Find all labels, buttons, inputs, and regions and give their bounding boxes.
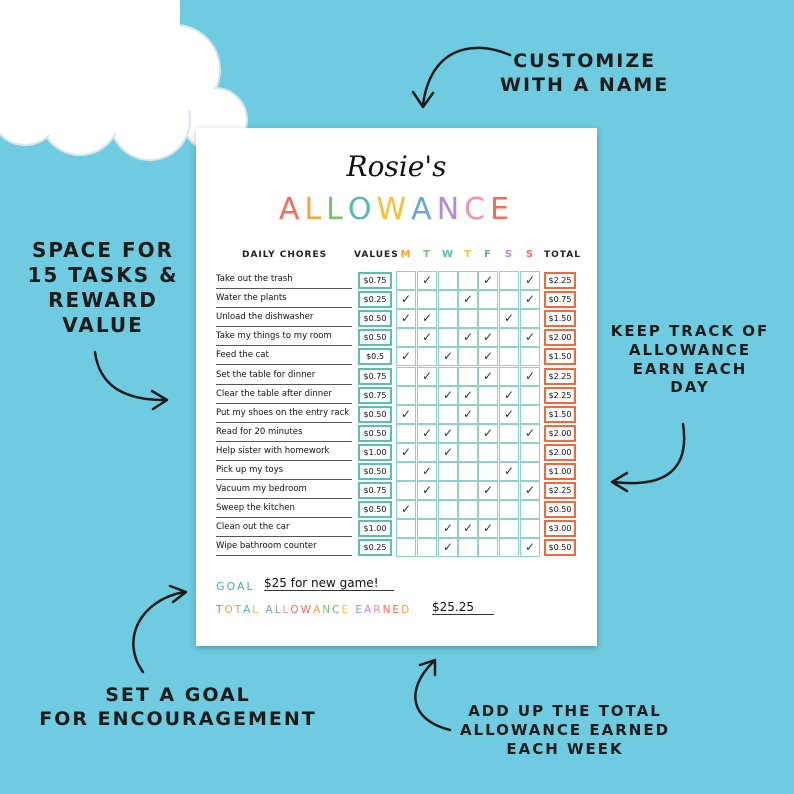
day-cell[interactable] [438,271,458,290]
earned-label-letter: O [224,604,235,616]
day-cell[interactable] [438,328,458,347]
chore-value: $0.75 [358,387,392,404]
checked-day-cell[interactable]: ✓ [478,328,498,347]
day-cell[interactable] [458,500,478,519]
day-cell[interactable] [417,443,437,462]
sheet-title [196,192,597,227]
day-cell[interactable] [478,290,498,309]
earned-label-letter: L [274,604,283,616]
checked-day-cell[interactable]: ✓ [417,271,437,290]
chore-value: $0.75 [358,482,392,499]
checked-day-cell[interactable]: ✓ [478,271,498,290]
checked-day-cell[interactable]: ✓ [396,347,416,366]
checked-day-cell[interactable]: ✓ [520,271,540,290]
checked-day-cell[interactable]: ✓ [458,290,478,309]
chore-value: $0.50 [358,310,392,327]
callout-line: 15 TASKS & [27,263,179,287]
allowance-chart-sheet [196,128,597,646]
checked-day-cell[interactable]: ✓ [417,481,437,500]
day-cell[interactable] [520,405,540,424]
callout-add-total [440,702,690,758]
chore-total: $2.25 [544,387,576,404]
checked-day-cell[interactable]: ✓ [417,328,437,347]
checked-day-cell[interactable]: ✓ [478,367,498,386]
chore-row [196,386,597,405]
earned-label-letter: A [243,604,253,616]
chore-total: $0.75 [544,291,576,308]
checked-day-cell[interactable]: ✓ [499,386,519,405]
chore-label: Unload the dishwasher [216,312,352,327]
chore-label: Vacuum my bedroom [216,484,352,499]
total-earned-value: $25.25 [432,600,494,615]
chore-label: Clean out the car [216,522,352,537]
goal-label: GOAL [216,580,255,593]
day-cell[interactable] [458,443,478,462]
chore-label: Wipe bathroom counter [216,541,352,556]
earned-label-letter: E [355,604,365,616]
day-cell[interactable] [396,328,416,347]
earned-label-letter: A [364,604,374,616]
day-cell[interactable] [396,386,416,405]
day-cell[interactable] [499,481,519,500]
callout-line: CUSTOMIZE [513,50,657,72]
checked-day-cell[interactable]: ✓ [499,405,519,424]
day-header: S [525,249,534,260]
title-letter: W [376,192,412,227]
checked-day-cell[interactable]: ✓ [458,519,478,538]
day-cell[interactable] [478,462,498,481]
checked-day-cell[interactable]: ✓ [438,347,458,366]
checked-day-cell[interactable]: ✓ [438,443,458,462]
checked-day-cell[interactable]: ✓ [417,462,437,481]
callout-tasks-space [18,238,188,338]
chore-label: Put my shoes on the entry rack [216,408,352,423]
checked-day-cell[interactable]: ✓ [396,405,416,424]
chore-row [196,443,597,462]
title-letter: A [278,192,305,227]
earned-label-letter: A [265,604,275,616]
checked-day-cell[interactable]: ✓ [520,367,540,386]
callout-line: KEEP TRACK OF [610,322,770,340]
header-total: TOTAL [544,250,581,260]
day-cell[interactable] [499,424,519,443]
day-cell[interactable] [499,367,519,386]
arrow-to-goal [133,592,184,672]
day-cell[interactable] [499,500,519,519]
chore-value: $0.50 [358,501,392,518]
checked-day-cell[interactable]: ✓ [417,424,437,443]
day-cell[interactable] [478,309,498,328]
chore-value: $0.75 [358,272,392,289]
checked-day-cell[interactable]: ✓ [438,519,458,538]
day-cell[interactable] [438,500,458,519]
checked-day-cell[interactable]: ✓ [499,462,519,481]
day-cell[interactable] [520,443,540,462]
day-cell[interactable] [520,462,540,481]
checked-day-cell[interactable]: ✓ [396,290,416,309]
checked-day-cell[interactable]: ✓ [478,519,498,538]
chore-label: Clear the table after dinner [216,389,352,404]
chore-total: $2.25 [544,368,576,385]
callout-line: FOR ENCOURAGEMENT [39,707,317,730]
callout-line: VALUE [62,313,144,337]
total-earned-label [216,604,411,616]
earned-label-letter: D [401,604,412,616]
checked-day-cell[interactable]: ✓ [458,405,478,424]
goal-value: $25 for new game! [264,576,394,591]
day-cell[interactable] [417,500,437,519]
checked-day-cell[interactable]: ✓ [438,424,458,443]
callout-line: EACH WEEK [506,739,624,758]
day-cell[interactable] [458,309,478,328]
chore-row [196,500,597,519]
day-header: T [464,249,471,260]
chore-label: Water the plants [216,293,352,308]
day-cell[interactable] [499,328,519,347]
checked-day-cell[interactable]: ✓ [520,481,540,500]
chore-total: $0.50 [544,539,576,556]
checked-day-cell[interactable]: ✓ [396,443,416,462]
day-cell[interactable] [520,386,540,405]
earned-label-letter: L [282,604,291,616]
day-header: M [400,249,411,260]
title-letter: N [436,192,465,227]
checked-day-cell[interactable]: ✓ [458,328,478,347]
day-header: T [423,249,430,260]
chore-row [196,271,597,290]
checked-day-cell[interactable]: ✓ [417,309,437,328]
day-cell[interactable] [458,271,478,290]
day-cell[interactable] [438,290,458,309]
earned-label-letter: E [392,604,402,616]
callout-line: SET A GOAL [105,684,251,706]
title-letter: A [411,192,437,227]
checked-day-cell[interactable]: ✓ [417,367,437,386]
day-cell[interactable] [396,367,416,386]
child-name: Rosie's [346,150,447,183]
checked-day-cell[interactable]: ✓ [438,386,458,405]
checked-day-cell[interactable]: ✓ [520,328,540,347]
day-cell[interactable] [499,443,519,462]
chore-total: $2.25 [544,482,576,499]
chore-label: Sweep the kitchen [216,503,352,518]
day-cell[interactable] [417,290,437,309]
callout-customize-name [500,50,669,98]
day-header: F [484,249,491,260]
day-cell[interactable] [499,271,519,290]
chore-total: $0.50 [544,501,576,518]
chore-label: Read for 20 minutes [216,427,352,442]
chore-value: $0.50 [358,329,392,346]
callout-line: ALLOWANCE [628,340,752,359]
day-cell[interactable] [438,405,458,424]
callout-line: SPACE FOR [31,238,175,262]
title-letter: O [347,192,377,227]
day-cell[interactable] [417,386,437,405]
checked-day-cell[interactable]: ✓ [520,424,540,443]
chore-total: $2.00 [544,329,576,346]
day-cell[interactable] [438,462,458,481]
day-cell[interactable] [396,462,416,481]
chore-total: $1.00 [544,463,576,480]
chore-row [196,481,597,500]
day-cell[interactable] [478,538,498,557]
day-cell[interactable] [499,519,519,538]
header-values: VALUES [354,250,399,260]
callout-line: EARN EACH [632,359,748,378]
chore-total: $2.00 [544,425,576,442]
chore-value: $0.50 [358,425,392,442]
earned-label-letter: T [216,604,225,616]
earned-label-letter: E [341,604,351,616]
chore-label: Take my things to my room [216,331,352,346]
checked-day-cell[interactable]: ✓ [520,538,540,557]
title-letter: L [304,192,327,227]
chore-total: $2.25 [544,272,576,289]
earned-label-letter: N [322,604,333,616]
chore-total: $3.00 [544,520,576,537]
earned-label-letter: A [313,604,323,616]
day-cell[interactable] [458,538,478,557]
day-cell[interactable] [417,405,437,424]
checked-day-cell[interactable]: ✓ [478,424,498,443]
day-cell[interactable] [438,309,458,328]
chore-row [196,462,597,481]
checked-day-cell[interactable]: ✓ [396,309,416,328]
day-cell[interactable] [499,538,519,557]
callout-line: ALLOWANCE EARNED [459,720,671,739]
callout-set-goal [18,684,338,732]
day-cell[interactable] [458,367,478,386]
arrow-to-name [423,48,510,105]
checked-day-cell[interactable]: ✓ [499,309,519,328]
checked-day-cell[interactable]: ✓ [478,481,498,500]
chore-row [196,519,597,538]
day-cell[interactable] [396,538,416,557]
title-letter: C [464,192,491,227]
earned-label-letter: N [382,604,393,616]
day-cell[interactable] [438,481,458,500]
callout-line: WITH A NAME [500,73,670,96]
checked-day-cell[interactable]: ✓ [478,347,498,366]
chore-label: Take out the trash [216,274,352,289]
chore-value: $0.5 [358,348,392,365]
day-cell[interactable] [478,500,498,519]
day-cell[interactable] [396,424,416,443]
chore-row [196,424,597,443]
checked-day-cell[interactable]: ✓ [396,500,416,519]
day-cell[interactable] [396,481,416,500]
day-cell[interactable] [458,462,478,481]
chore-row [196,309,597,328]
earned-label-letter: O [290,604,301,616]
day-cell[interactable] [478,443,498,462]
earned-label-letter: T [234,604,244,616]
chore-row [196,367,597,386]
chore-label: Pick up my toys [216,465,352,480]
earned-label-letter: L [252,604,261,616]
chore-value: $0.25 [358,539,392,556]
chore-total: $1.50 [544,348,576,365]
chore-value: $0.75 [358,368,392,385]
chore-value: $0.50 [358,463,392,480]
chore-total: $1.50 [544,310,576,327]
day-cell[interactable] [520,500,540,519]
header-daily-chores: DAILY CHORES [242,250,328,260]
title-letter: E [490,192,515,227]
day-cell[interactable] [396,271,416,290]
chore-row [196,538,597,557]
day-cell[interactable] [478,405,498,424]
day-cell[interactable] [417,538,437,557]
earned-label-letter: W [300,604,314,616]
chore-row [196,328,597,347]
callout-track-allowance [600,322,780,397]
callout-line: DAY [670,378,710,397]
chore-value: $1.00 [358,444,392,461]
day-cell[interactable] [499,347,519,366]
chore-label: Feed the cat [216,350,352,365]
day-cell[interactable] [396,519,416,538]
day-cell[interactable] [458,347,478,366]
day-header: S [504,249,513,260]
day-cell[interactable] [417,347,437,366]
callout-line: ADD UP THE TOTAL [468,702,662,720]
chore-row [196,290,597,309]
chore-label: Set the table for dinner [216,370,352,385]
day-cell[interactable] [458,424,478,443]
day-cell[interactable] [438,367,458,386]
day-cell[interactable] [478,386,498,405]
earned-label-letter: C [332,604,342,616]
chore-value: $0.25 [358,291,392,308]
chore-value: $1.00 [358,520,392,537]
day-cell[interactable] [520,309,540,328]
callout-line: REWARD [48,288,158,312]
day-cell[interactable] [458,481,478,500]
title-letter: L [326,192,348,227]
day-cell[interactable] [520,347,540,366]
day-header: W [441,249,454,260]
earned-label-letter: R [373,604,383,616]
chore-total: $1.50 [544,406,576,423]
day-cell[interactable] [499,290,519,309]
checked-day-cell[interactable]: ✓ [520,290,540,309]
day-cell[interactable] [520,519,540,538]
chore-label: Help sister with homework [216,446,352,461]
checked-day-cell[interactable]: ✓ [438,538,458,557]
chore-row [196,347,597,366]
chore-value: $0.50 [358,406,392,423]
chore-row [196,405,597,424]
day-cell[interactable] [417,519,437,538]
checked-day-cell[interactable]: ✓ [458,386,478,405]
chore-total: $2.00 [544,444,576,461]
